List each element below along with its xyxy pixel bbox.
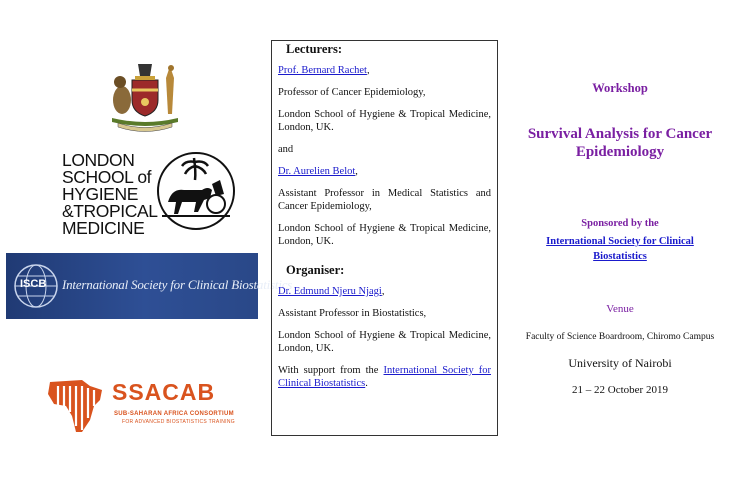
lshtm-line: HYGIENE — [62, 184, 138, 204]
lecturer-1-affiliation: London School of Hygiene & Tropical Medicine, London, UK. — [278, 109, 491, 133]
venue-label: Venue — [606, 303, 634, 315]
lshtm-line: MEDICINE — [62, 218, 145, 238]
iscb-logo — [6, 253, 293, 319]
support-prefix: With support from the — [278, 365, 384, 376]
lshtm-line: LONDON — [62, 150, 135, 170]
separator: , — [355, 166, 358, 177]
lecturer-1-title: Professor of Cancer Epidemiology, — [278, 87, 426, 98]
lecturer-2-link[interactable]: Dr. Aurelien Belot — [278, 166, 356, 177]
lecturer-1-link[interactable]: Prof. Bernard Rachet — [278, 65, 367, 76]
africa-map-icon — [44, 376, 108, 434]
lshtm-line: SCHOOL of — [62, 167, 152, 187]
workshop-label: Workshop — [592, 81, 648, 95]
organiser-heading: Organiser: — [286, 263, 345, 277]
sponsored-label: Sponsored by the — [581, 218, 659, 229]
organiser-name-line — [278, 285, 491, 298]
support-line — [278, 364, 491, 390]
sponsor-line — [505, 234, 735, 264]
organiser-affiliation: London School of Hygiene & Tropical Medicine, London, UK. — [278, 330, 491, 354]
event-dates: 21 – 22 October 2019 — [572, 384, 668, 396]
lecturer-2-title: Assistant Professor in Medical Statistics and Cancer Epidemiology, — [278, 188, 491, 212]
lshtm-logo — [62, 150, 240, 238]
venue-room: Faculty of Science Boardroom, Chiromo Campus — [525, 332, 715, 342]
university-crest-logo — [108, 56, 182, 132]
ssacab-tagline-2: FOR ADVANCED BIOSTATISTICS TRAINING — [122, 419, 235, 425]
venue-university: University of Nairobi — [568, 356, 672, 370]
lshtm-wordmark — [62, 152, 158, 237]
separator: , — [366, 65, 370, 76]
organiser-link[interactable]: Dr. Edmund Njeru Njagi — [278, 286, 382, 297]
iscb-support-link[interactable]: International Society for Clinical Biostatistics — [278, 365, 491, 389]
lecturer-2-name-line — [278, 165, 491, 178]
iscb-abbr: ISCB — [20, 278, 47, 290]
ssacab-name: SSACAB — [112, 379, 216, 405]
workshop-title: Survival Analysis for Cancer Epidemiology — [527, 126, 713, 160]
lshtm-line: &TROPICAL — [62, 201, 158, 221]
chariot-emblem-icon — [154, 150, 238, 232]
ssacab-logo — [44, 376, 256, 434]
lecturers-heading: Lecturers: — [286, 42, 342, 56]
sponsor-link[interactable]: International Society for Clinical Biostatistics — [546, 236, 694, 262]
support-suffix: . — [365, 378, 368, 389]
lecturer-1-name-line — [278, 64, 491, 77]
separator: , — [381, 286, 385, 297]
lecturer-2-affiliation: London School of Hygiene & Tropical Medicine, London, UK. — [278, 223, 491, 247]
lecturers-box — [271, 40, 498, 436]
iscb-name: International Society for Clinical Biostatistics — [62, 277, 293, 292]
ssacab-tagline-1: SUB-SAHARAN AFRICA CONSORTIUM — [114, 411, 234, 417]
and-text: and — [278, 144, 294, 155]
organiser-title: Assistant Professor in Biostatistics, — [278, 308, 427, 319]
